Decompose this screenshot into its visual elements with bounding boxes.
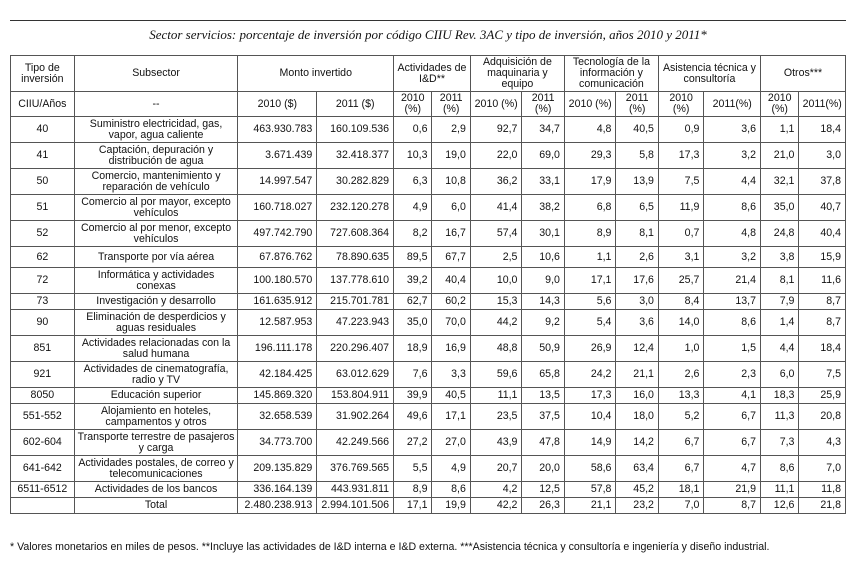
value-cell-as11: 21,9 (704, 482, 761, 498)
value-cell-as11: 1,5 (704, 336, 761, 362)
value-cell-m2011: 220.296.407 (317, 336, 394, 362)
value-cell-ot10: 1,1 (761, 117, 799, 143)
value-cell-id10: 0,6 (394, 117, 432, 143)
ciiu-code-cell: 51 (11, 195, 75, 221)
value-cell-m2010: 336.164.139 (238, 482, 317, 498)
value-cell-m2010: 209.135.829 (238, 456, 317, 482)
value-cell-as10: 11,9 (658, 195, 703, 221)
subheader-ot-2010: 2010 (%) (761, 92, 799, 117)
value-cell-tic11: 6,5 (616, 195, 658, 221)
value-cell-ot10: 6,0 (761, 362, 799, 388)
total-cell-ot11: 21,8 (799, 498, 846, 514)
total-cell-maq11: 26,3 (522, 498, 564, 514)
value-cell-tic11: 13,9 (616, 169, 658, 195)
value-cell-ot10: 7,9 (761, 294, 799, 310)
value-cell-as10: 5,2 (658, 404, 703, 430)
table-row (11, 169, 846, 195)
total-cell-m2010: 2.480.238.913 (238, 498, 317, 514)
total-cell-as10: 7,0 (658, 498, 703, 514)
subheader-as-2010: 2010 (%) (658, 92, 703, 117)
ciiu-code-cell: 52 (11, 221, 75, 247)
table-row (11, 268, 846, 294)
value-cell-tic11: 21,1 (616, 362, 658, 388)
value-cell-id10: 8,2 (394, 221, 432, 247)
header-id: Actividades de I&D** (394, 56, 471, 92)
value-cell-tic10: 29,3 (564, 143, 616, 169)
value-cell-tic11: 2,6 (616, 247, 658, 268)
value-cell-ot10: 7,3 (761, 430, 799, 456)
header-otros: Otros*** (761, 56, 846, 92)
value-cell-m2010: 145.869.320 (238, 388, 317, 404)
value-cell-tic10: 4,8 (564, 117, 616, 143)
value-cell-tic10: 17,3 (564, 388, 616, 404)
footnote: * Valores monetarios en miles de pesos. **Incluye las actividades de I&D interna e I&D externa. ***Asistencia técnica y consultoría e ingeniería y diseño industrial. (10, 541, 770, 553)
value-cell-maq11: 30,1 (522, 221, 564, 247)
value-cell-maq11: 37,5 (522, 404, 564, 430)
ciiu-code-cell: 40 (11, 117, 75, 143)
subsector-cell: Informática y actividades conexas (74, 268, 238, 294)
value-cell-maq10: 48,8 (470, 336, 522, 362)
value-cell-id10: 39,2 (394, 268, 432, 294)
table-row (11, 430, 846, 456)
value-cell-tic10: 17,9 (564, 169, 616, 195)
subsector-cell: Suministro electricidad, gas, vapor, agua caliente (74, 117, 238, 143)
value-cell-as11: 4,1 (704, 388, 761, 404)
table-title: Sector servicios: porcentaje de inversión por código CIIU Rev. 3AC y tipo de inversión, años 2010 y 2011* (149, 27, 707, 42)
table-row (11, 195, 846, 221)
value-cell-tic10: 8,9 (564, 221, 616, 247)
value-cell-id11: 2,9 (432, 117, 470, 143)
total-cell-m2011: 2.994.101.506 (317, 498, 394, 514)
value-cell-id10: 27,2 (394, 430, 432, 456)
header-row (11, 56, 846, 92)
ciiu-code-cell: 641-642 (11, 456, 75, 482)
value-cell-m2011: 47.223.943 (317, 310, 394, 336)
value-cell-tic10: 5,6 (564, 294, 616, 310)
table-row (11, 362, 846, 388)
value-cell-tic10: 5,4 (564, 310, 616, 336)
value-cell-ot11: 40,4 (799, 221, 846, 247)
value-cell-m2011: 727.608.364 (317, 221, 394, 247)
ciiu-code-cell: 6511-6512 (11, 482, 75, 498)
value-cell-ot10: 3,8 (761, 247, 799, 268)
top-rule (10, 20, 846, 21)
subheader-id-2010: 2010 (%) (394, 92, 432, 117)
value-cell-ot10: 32,1 (761, 169, 799, 195)
value-cell-m2011: 215.701.781 (317, 294, 394, 310)
value-cell-maq11: 9,0 (522, 268, 564, 294)
value-cell-tic11: 12,4 (616, 336, 658, 362)
value-cell-m2010: 497.742.790 (238, 221, 317, 247)
value-cell-id11: 40,5 (432, 388, 470, 404)
value-cell-tic11: 45,2 (616, 482, 658, 498)
total-cell-tic11: 23,2 (616, 498, 658, 514)
value-cell-maq10: 10,0 (470, 268, 522, 294)
value-cell-id11: 4,9 (432, 456, 470, 482)
value-cell-ot11: 8,7 (799, 294, 846, 310)
value-cell-ot11: 8,7 (799, 310, 846, 336)
value-cell-m2010: 14.997.547 (238, 169, 317, 195)
subsector-cell: Actividades relacionadas con la salud humana (74, 336, 238, 362)
ciiu-code-cell: 921 (11, 362, 75, 388)
value-cell-maq11: 65,8 (522, 362, 564, 388)
investment-table (10, 55, 846, 514)
value-cell-as11: 21,4 (704, 268, 761, 294)
subheader-as-2011: 2011(%) (704, 92, 761, 117)
value-cell-maq10: 4,2 (470, 482, 522, 498)
value-cell-maq10: 2,5 (470, 247, 522, 268)
value-cell-id11: 16,9 (432, 336, 470, 362)
value-cell-ot10: 1,4 (761, 310, 799, 336)
value-cell-tic11: 14,2 (616, 430, 658, 456)
value-cell-as11: 8,6 (704, 195, 761, 221)
value-cell-as11: 6,7 (704, 404, 761, 430)
subheader-monto-2011: 2011 ($) (317, 92, 394, 117)
value-cell-as10: 1,0 (658, 336, 703, 362)
table-row (11, 482, 846, 498)
subheader-id-2011: 2011 (%) (432, 92, 470, 117)
value-cell-maq10: 59,6 (470, 362, 522, 388)
value-cell-ot11: 7,0 (799, 456, 846, 482)
subsector-cell: Actividades de los bancos (74, 482, 238, 498)
value-cell-maq10: 11,1 (470, 388, 522, 404)
value-cell-m2011: 376.769.565 (317, 456, 394, 482)
value-cell-ot10: 8,1 (761, 268, 799, 294)
value-cell-as11: 3,2 (704, 143, 761, 169)
subheader-monto-2010: 2010 ($) (238, 92, 317, 117)
value-cell-tic11: 63,4 (616, 456, 658, 482)
value-cell-id10: 18,9 (394, 336, 432, 362)
value-cell-id10: 62,7 (394, 294, 432, 310)
value-cell-maq11: 47,8 (522, 430, 564, 456)
value-cell-id11: 40,4 (432, 268, 470, 294)
subsector-cell: Comercio al por mayor, excepto vehículos (74, 195, 238, 221)
value-cell-as10: 25,7 (658, 268, 703, 294)
value-cell-id10: 89,5 (394, 247, 432, 268)
value-cell-maq11: 69,0 (522, 143, 564, 169)
value-cell-as10: 8,4 (658, 294, 703, 310)
value-cell-tic11: 3,0 (616, 294, 658, 310)
value-cell-id10: 39,9 (394, 388, 432, 404)
subsector-cell: Comercio al por menor, excepto vehículos (74, 221, 238, 247)
value-cell-as10: 14,0 (658, 310, 703, 336)
subheader-tic-2010: 2010 (%) (564, 92, 616, 117)
header-tipo: Tipo de inversión (11, 56, 75, 92)
subsector-cell: Actividades de cinematografía, radio y TV (74, 362, 238, 388)
table-row (11, 247, 846, 268)
value-cell-maq10: 92,7 (470, 117, 522, 143)
value-cell-as10: 2,6 (658, 362, 703, 388)
value-cell-ot11: 25,9 (799, 388, 846, 404)
value-cell-m2010: 67.876.762 (238, 247, 317, 268)
value-cell-maq11: 10,6 (522, 247, 564, 268)
value-cell-id10: 49,6 (394, 404, 432, 430)
value-cell-maq11: 20,0 (522, 456, 564, 482)
value-cell-id10: 10,3 (394, 143, 432, 169)
value-cell-m2011: 137.778.610 (317, 268, 394, 294)
value-cell-id11: 70,0 (432, 310, 470, 336)
value-cell-tic10: 26,9 (564, 336, 616, 362)
subheader-ciiu: CIIU/Años (11, 92, 75, 117)
value-cell-ot11: 20,8 (799, 404, 846, 430)
header-monto: Monto invertido (238, 56, 394, 92)
value-cell-m2010: 100.180.570 (238, 268, 317, 294)
value-cell-maq11: 34,7 (522, 117, 564, 143)
value-cell-m2011: 32.418.377 (317, 143, 394, 169)
value-cell-m2010: 196.111.178 (238, 336, 317, 362)
table-row (11, 456, 846, 482)
subheader-maq-2011: 2011 (%) (522, 92, 564, 117)
table-row (11, 221, 846, 247)
value-cell-tic11: 8,1 (616, 221, 658, 247)
value-cell-id11: 6,0 (432, 195, 470, 221)
subsector-cell: Captación, depuración y distribución de agua (74, 143, 238, 169)
subheader-maq-2010: 2010 (%) (470, 92, 522, 117)
value-cell-ot10: 4,4 (761, 336, 799, 362)
ciiu-code-cell: 50 (11, 169, 75, 195)
value-cell-m2011: 78.890.635 (317, 247, 394, 268)
value-cell-id10: 4,9 (394, 195, 432, 221)
ciiu-code-cell: 41 (11, 143, 75, 169)
value-cell-as11: 4,8 (704, 221, 761, 247)
value-cell-ot11: 11,6 (799, 268, 846, 294)
total-cell-maq10: 42,2 (470, 498, 522, 514)
value-cell-id11: 27,0 (432, 430, 470, 456)
value-cell-tic11: 3,6 (616, 310, 658, 336)
header-subsector: Subsector (74, 56, 238, 92)
value-cell-id10: 35,0 (394, 310, 432, 336)
value-cell-maq11: 33,1 (522, 169, 564, 195)
value-cell-as11: 4,7 (704, 456, 761, 482)
total-cell-as11: 8,7 (704, 498, 761, 514)
value-cell-m2010: 161.635.912 (238, 294, 317, 310)
value-cell-m2010: 32.658.539 (238, 404, 317, 430)
table-row (11, 117, 846, 143)
header-tecnologia: Tecnología de la información y comunicación (564, 56, 658, 92)
value-cell-ot10: 21,0 (761, 143, 799, 169)
subsector-cell: Comercio, mantenimiento y reparación de vehículo (74, 169, 238, 195)
value-cell-tic10: 24,2 (564, 362, 616, 388)
value-cell-as10: 0,9 (658, 117, 703, 143)
value-cell-m2010: 34.773.700 (238, 430, 317, 456)
value-cell-m2011: 153.804.911 (317, 388, 394, 404)
value-cell-tic11: 16,0 (616, 388, 658, 404)
value-cell-maq10: 23,5 (470, 404, 522, 430)
total-label: Total (74, 498, 238, 514)
table-body (11, 117, 846, 514)
value-cell-ot10: 8,6 (761, 456, 799, 482)
ciiu-code-cell: 90 (11, 310, 75, 336)
subheader-tic-2011: 2011 (%) (616, 92, 658, 117)
value-cell-as11: 2,3 (704, 362, 761, 388)
value-cell-m2011: 30.282.829 (317, 169, 394, 195)
ciiu-code-cell: 602-604 (11, 430, 75, 456)
value-cell-id11: 3,3 (432, 362, 470, 388)
value-cell-as11: 13,7 (704, 294, 761, 310)
value-cell-maq11: 50,9 (522, 336, 564, 362)
value-cell-as10: 7,5 (658, 169, 703, 195)
value-cell-m2010: 3.671.439 (238, 143, 317, 169)
value-cell-as11: 4,4 (704, 169, 761, 195)
subheader-dash: -- (74, 92, 238, 117)
value-cell-ot11: 4,3 (799, 430, 846, 456)
value-cell-as11: 6,7 (704, 430, 761, 456)
table-row (11, 404, 846, 430)
value-cell-tic11: 18,0 (616, 404, 658, 430)
value-cell-as10: 13,3 (658, 388, 703, 404)
value-cell-as11: 8,6 (704, 310, 761, 336)
value-cell-as10: 6,7 (658, 456, 703, 482)
value-cell-as10: 18,1 (658, 482, 703, 498)
value-cell-ot10: 35,0 (761, 195, 799, 221)
value-cell-id11: 67,7 (432, 247, 470, 268)
value-cell-as11: 3,2 (704, 247, 761, 268)
value-cell-id10: 5,5 (394, 456, 432, 482)
subsector-cell: Alojamiento en hoteles, campamentos y otros (74, 404, 238, 430)
total-cell-tic10: 21,1 (564, 498, 616, 514)
value-cell-tic10: 57,8 (564, 482, 616, 498)
total-row (11, 498, 846, 514)
value-cell-maq11: 12,5 (522, 482, 564, 498)
value-cell-id10: 7,6 (394, 362, 432, 388)
value-cell-maq10: 57,4 (470, 221, 522, 247)
value-cell-ot11: 37,8 (799, 169, 846, 195)
value-cell-ot10: 11,1 (761, 482, 799, 498)
table-row (11, 294, 846, 310)
table-row (11, 388, 846, 404)
value-cell-maq10: 15,3 (470, 294, 522, 310)
ciiu-code-cell: 72 (11, 268, 75, 294)
header-maquinaria: Adquisición de maquinaria y equipo (470, 56, 564, 92)
table-row (11, 143, 846, 169)
value-cell-maq10: 44,2 (470, 310, 522, 336)
ciiu-code-cell: 851 (11, 336, 75, 362)
value-cell-tic10: 6,8 (564, 195, 616, 221)
value-cell-id11: 10,8 (432, 169, 470, 195)
value-cell-maq10: 36,2 (470, 169, 522, 195)
value-cell-tic11: 17,6 (616, 268, 658, 294)
value-cell-maq10: 22,0 (470, 143, 522, 169)
value-cell-id11: 19,0 (432, 143, 470, 169)
value-cell-m2011: 160.109.536 (317, 117, 394, 143)
value-cell-ot11: 15,9 (799, 247, 846, 268)
value-cell-as11: 3,6 (704, 117, 761, 143)
ciiu-code-cell: 8050 (11, 388, 75, 404)
value-cell-tic10: 58,6 (564, 456, 616, 482)
total-cell-id10: 17,1 (394, 498, 432, 514)
value-cell-maq11: 14,3 (522, 294, 564, 310)
ciiu-code-cell: 73 (11, 294, 75, 310)
value-cell-as10: 17,3 (658, 143, 703, 169)
table-row (11, 336, 846, 362)
subsector-cell: Eliminación de desperdicios y aguas residuales (74, 310, 238, 336)
value-cell-tic11: 40,5 (616, 117, 658, 143)
value-cell-id10: 8,9 (394, 482, 432, 498)
subsector-cell: Transporte por vía aérea (74, 247, 238, 268)
value-cell-ot11: 3,0 (799, 143, 846, 169)
value-cell-m2010: 463.930.783 (238, 117, 317, 143)
value-cell-ot11: 7,5 (799, 362, 846, 388)
value-cell-m2011: 443.931.811 (317, 482, 394, 498)
value-cell-id11: 60,2 (432, 294, 470, 310)
value-cell-as10: 6,7 (658, 430, 703, 456)
total-cell-ot10: 12,6 (761, 498, 799, 514)
value-cell-m2010: 160.718.027 (238, 195, 317, 221)
value-cell-tic10: 17,1 (564, 268, 616, 294)
value-cell-id11: 8,6 (432, 482, 470, 498)
ciiu-code-cell: 551-552 (11, 404, 75, 430)
value-cell-m2010: 12.587.953 (238, 310, 317, 336)
value-cell-m2011: 63.012.629 (317, 362, 394, 388)
value-cell-maq10: 43,9 (470, 430, 522, 456)
value-cell-tic10: 14,9 (564, 430, 616, 456)
subheader-ot-2011: 2011(%) (799, 92, 846, 117)
value-cell-ot11: 11,8 (799, 482, 846, 498)
value-cell-maq11: 38,2 (522, 195, 564, 221)
subsector-cell: Transporte terrestre de pasajeros y carga (74, 430, 238, 456)
value-cell-maq11: 9,2 (522, 310, 564, 336)
value-cell-ot10: 18,3 (761, 388, 799, 404)
value-cell-maq10: 20,7 (470, 456, 522, 482)
subsector-cell: Educación superior (74, 388, 238, 404)
value-cell-as10: 0,7 (658, 221, 703, 247)
table-row (11, 310, 846, 336)
value-cell-as10: 3,1 (658, 247, 703, 268)
value-cell-maq10: 41,4 (470, 195, 522, 221)
value-cell-ot10: 11,3 (761, 404, 799, 430)
value-cell-maq11: 13,5 (522, 388, 564, 404)
value-cell-m2010: 42.184.425 (238, 362, 317, 388)
value-cell-ot10: 24,8 (761, 221, 799, 247)
value-cell-ot11: 40,7 (799, 195, 846, 221)
value-cell-m2011: 232.120.278 (317, 195, 394, 221)
header-asistencia: Asistencia técnica y consultoría (658, 56, 760, 92)
value-cell-tic11: 5,8 (616, 143, 658, 169)
value-cell-id11: 16,7 (432, 221, 470, 247)
value-cell-id10: 6,3 (394, 169, 432, 195)
ciiu-code-cell: 62 (11, 247, 75, 268)
value-cell-tic10: 1,1 (564, 247, 616, 268)
value-cell-id11: 17,1 (432, 404, 470, 430)
subheader-row (11, 92, 846, 117)
value-cell-m2011: 42.249.566 (317, 430, 394, 456)
total-cell-id11: 19,9 (432, 498, 470, 514)
value-cell-tic10: 10,4 (564, 404, 616, 430)
total-empty-cell (11, 498, 75, 514)
value-cell-ot11: 18,4 (799, 117, 846, 143)
value-cell-m2011: 31.902.264 (317, 404, 394, 430)
subsector-cell: Actividades postales, de correo y telecomunicaciones (74, 456, 238, 482)
subsector-cell: Investigación y desarrollo (74, 294, 238, 310)
value-cell-ot11: 18,4 (799, 336, 846, 362)
